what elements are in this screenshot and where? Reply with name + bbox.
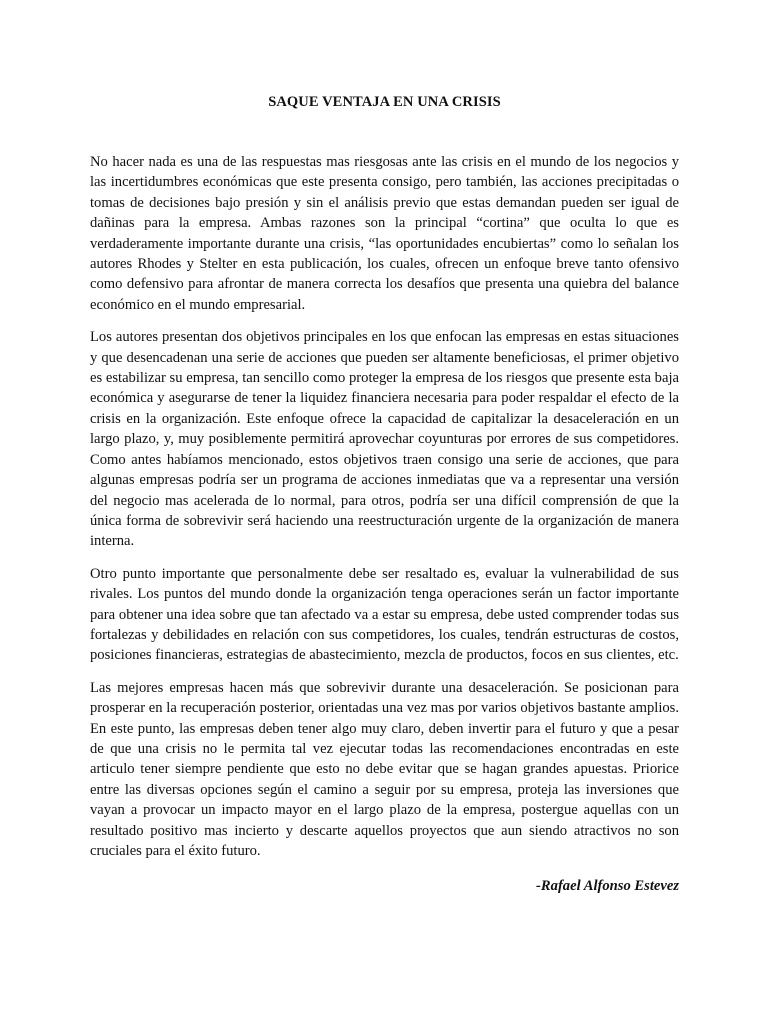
paragraph-2: Los autores presentan dos objetivos principales en los que enfocan las empresas en estas situaciones y que desencadenan una serie de acciones que pueden ser altamente beneficiosas, el primer objetivo es estabilizar su empresa, tan sencillo como proteger la empresa de los riesgos que presente esta baja económica y asegurarse de tener la liquidez financiera necesaria para poder respaldar el efecto de la crisis en la organización. Este enfoque ofrece la capacidad de capitalizar la desaceleración en un largo plazo, y, muy posiblemente permitirá aprovechar coyunturas por errores de sus competidores. Como antes habíamos mencionado, estos objetivos traen consigo una serie de acciones, que para algunas empresas podría ser un programa de acciones inmediatas que va a representar una versión del negocio mas acelerada de lo normal, para otros, podría ser una difícil comprensión de que la única forma de sobrevivir será haciendo una reestructuración urgente de la organización de manera interna.	[90, 329, 679, 550]
author-signature: -Rafael Alfonso Estevez	[536, 878, 679, 894]
document-title: SAQUE VENTAJA EN UNA CRISIS	[268, 94, 501, 110]
paragraph-1: No hacer nada es una de las respuestas mas riesgosas ante las crisis en el mundo de los negocios y las incertidumbres económicas que este presenta consigo, pero también, las acciones precipitadas o tomas de decisiones bajo presión y sin el análisis previo que estas demandan pueden ser igual de dañinas para la empresa. Ambas razones son la principal “cortina” que oculta lo que es verdaderamente importante durante una crisis, “las oportunidades encubiertas” como lo señalan los autores Rhodes y Stelter en esta publicación, los cuales, ofrecen un enfoque breve tanto ofensivo como defensivo para afrontar de manera correcta los desafíos que presenta una quiebra del balance económico en el mundo empresarial.	[90, 154, 679, 313]
document-page	[90, 92, 679, 873]
paragraph-4: Las mejores empresas hacen más que sobrevivir durante una desaceleración. Se posicionan para prosperar en la recuperación posterior, orientadas una vez mas por varios objetivos bastante amplios. En este punto, las empresas deben tener algo muy claro, deben invertir para el futuro y que a pesar de que una crisis no le permita tal vez ejecutar todas las recomendaciones encontradas en este articulo tener siempre pendiente que esto no debe evitar que se hagan grandes apuestas. Priorice entre las diversas opciones según el camino a seguir por su empresa, proteja las inversiones que vayan a provocar un impacto mayor en el largo plazo de la empresa, postergue aquellas con un resultado positivo mas incierto y descarte aquellos proyectos que aun siendo atractivos no son cruciales para el éxito futuro.	[90, 679, 679, 859]
paragraph-3: Otro punto importante que personalmente debe ser resaltado es, evaluar la vulnerabilidad de sus rivales. Los puntos del mundo donde la organización tenga operaciones serán un factor importante para obtener una idea sobre que tan afectado va a estar su empresa, debe usted comprender todas sus fortalezas y debilidades en relación con sus competidores, los cuales, tendrán estructuras de costos, posiciones financieras, estrategias de abastecimiento, mezcla de productos, focos en sus clientes, etc.	[90, 565, 679, 664]
